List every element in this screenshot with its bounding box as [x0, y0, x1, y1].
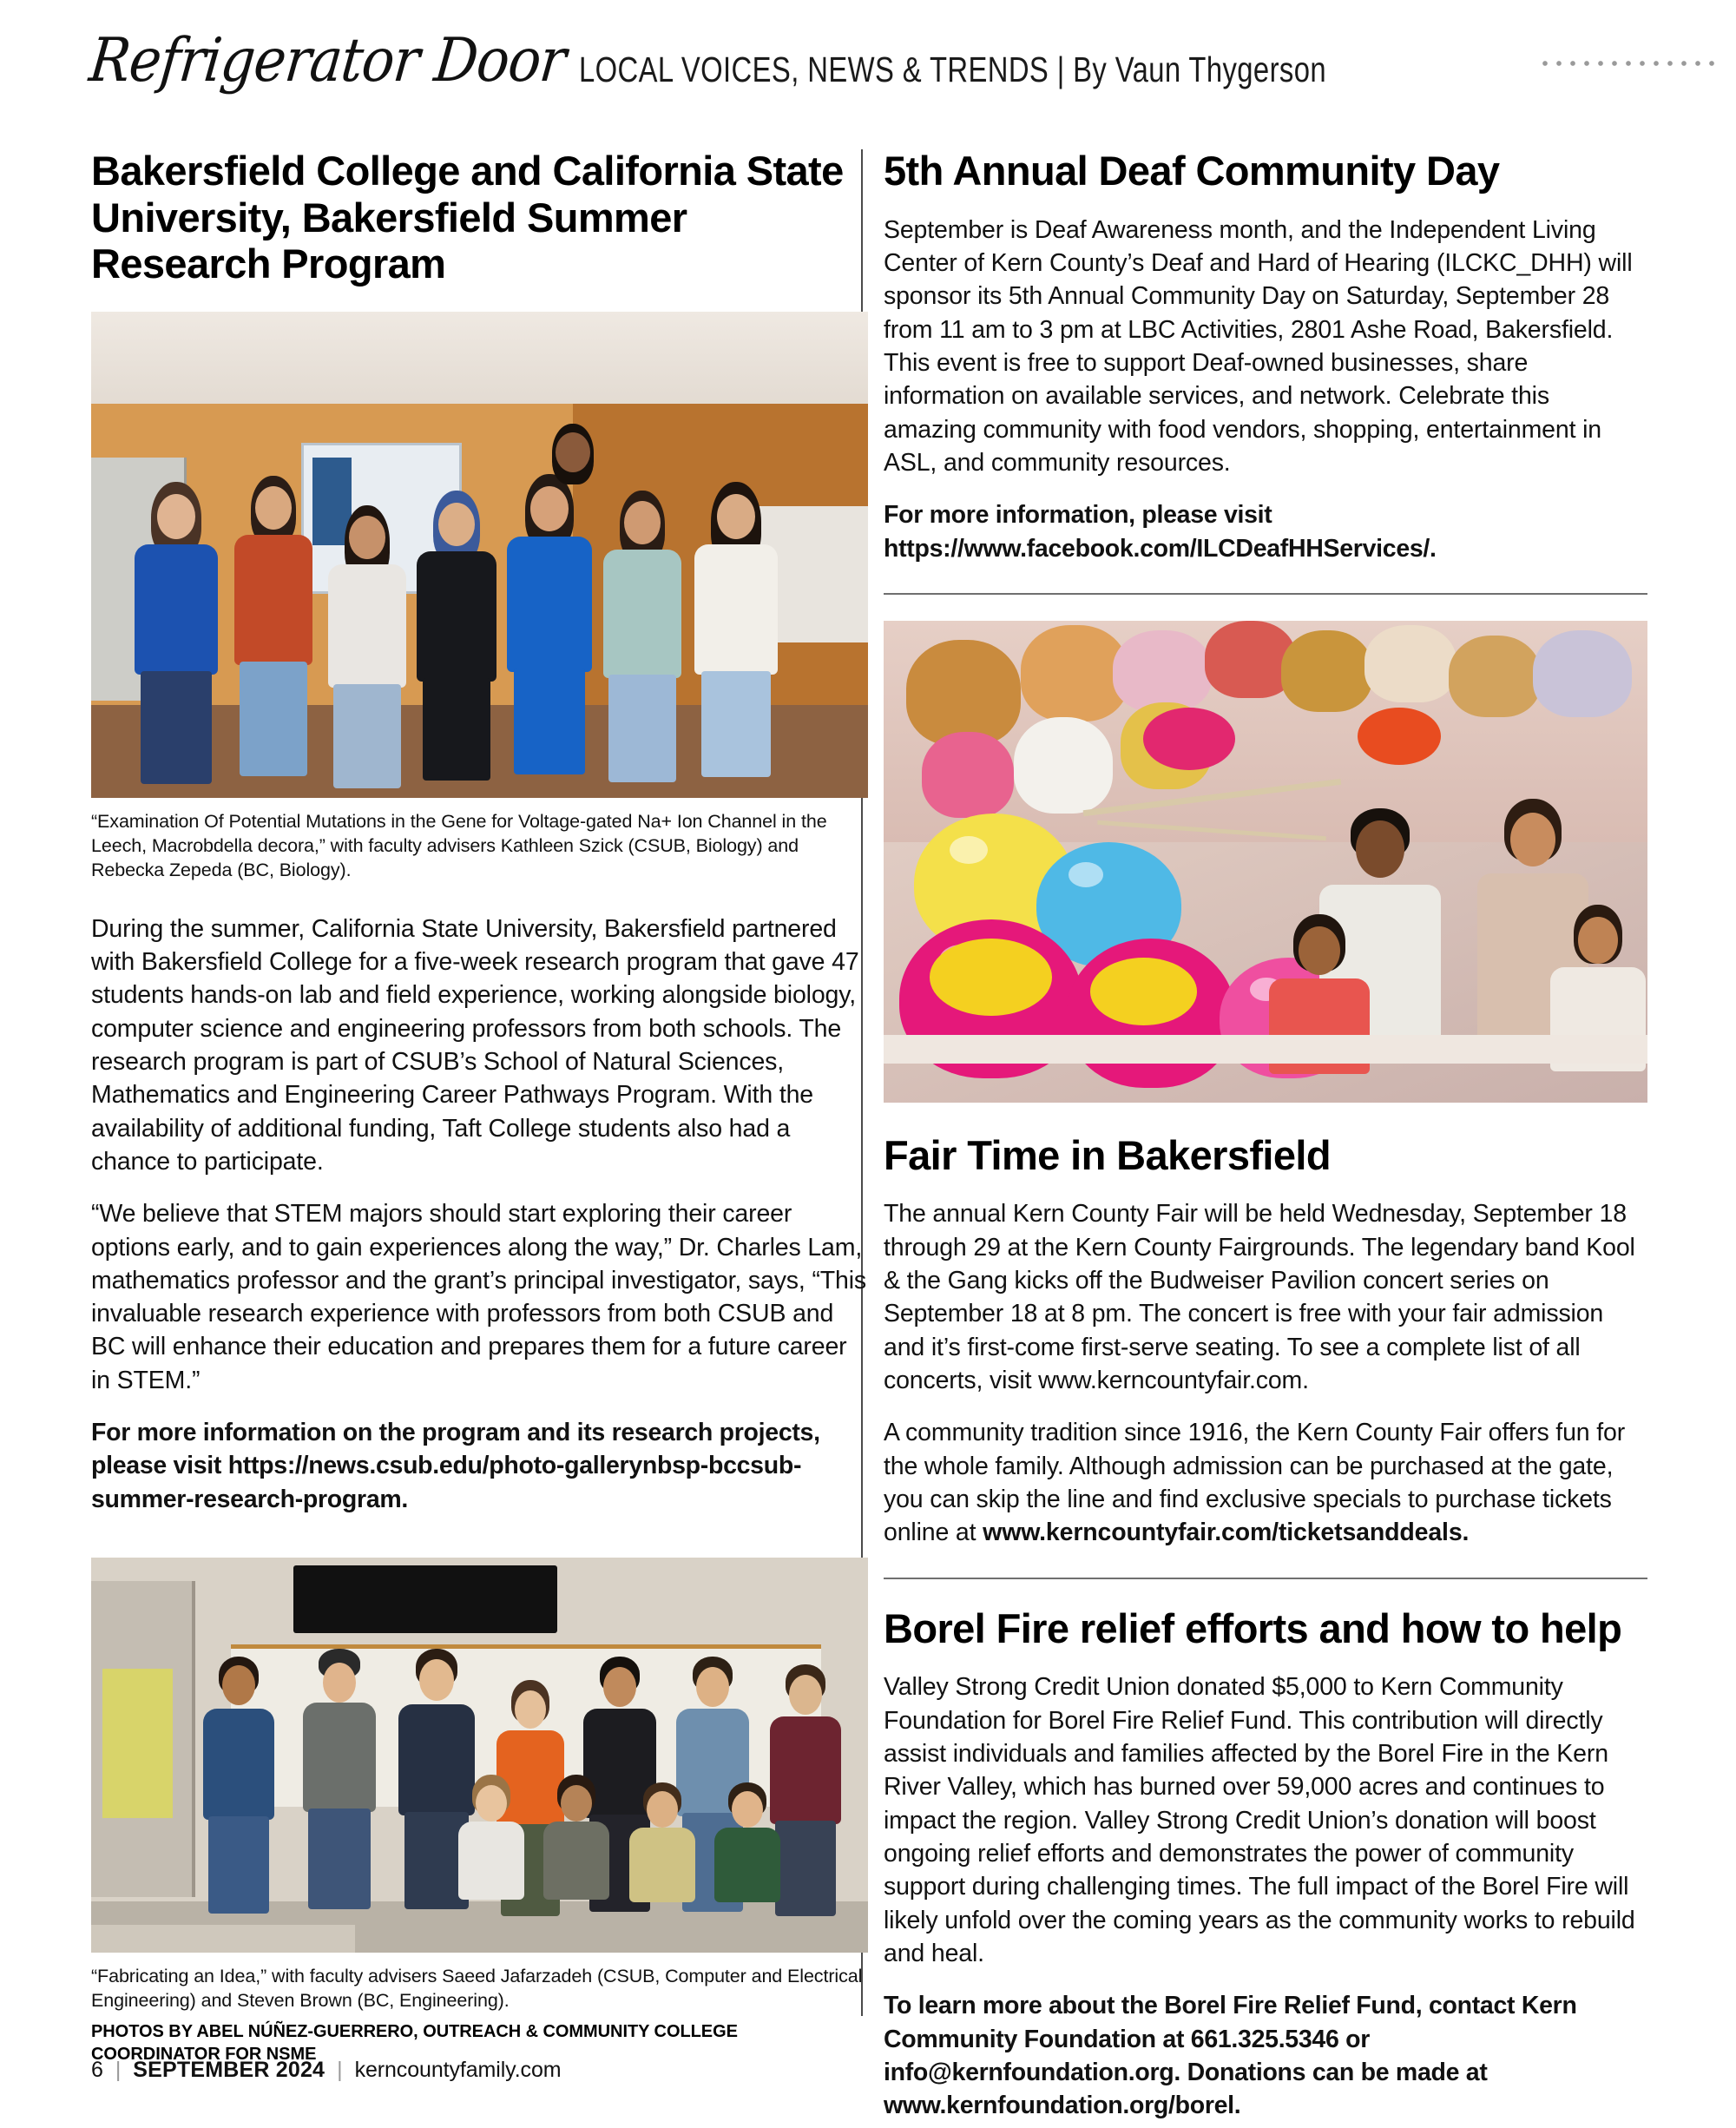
footer-page-number: 6	[91, 2058, 103, 2082]
fair-tickets-url[interactable]: www.kerncountyfair.com/ticketsanddeals.	[983, 1519, 1470, 1547]
masthead-kicker: LOCAL VOICES, NEWS & TRENDS | By Vaun Thygerson	[579, 49, 1327, 89]
deaf-community-day-headline: 5th Annual Deaf Community Day	[884, 148, 1500, 194]
borel-fire-headline: Borel Fire relief efforts and how to help	[884, 1604, 1622, 1651]
footer-website[interactable]: kerncountyfamily.com	[354, 2058, 562, 2082]
left-article-headline: Bakersfield College and California State University, Bakersfield Summer Research Program	[91, 148, 844, 287]
right-column	[884, 148, 1647, 2123]
photo-credit: PHOTOS BY ABEL NÚÑEZ-GUERRERO, OUTREACH & COMMUNITY COLLEGE COORDINATOR FOR NSME	[91, 2022, 738, 2064]
borel-fire-contact[interactable]: To learn more about the Borel Fire Relief Fund, contact Kern Community Foundation at 661.325.5346 or info@kernfoundation.org. Donations can be made at www.kernfoundation.org/borel.	[884, 1992, 1577, 2120]
photo-kern-county-fair	[884, 621, 1647, 1103]
masthead	[86, 23, 1719, 104]
photo-research-students	[91, 312, 868, 798]
photo-caption-students: “Examination Of Potential Mutations in the Gene for Voltage-gated Na+ Ion Channel in the Leech, Macrobdella decora,” with faculty advisers Kathleen Szick (CSUB, Biology) and Rebecka Zepeda (BC, Biology).	[91, 810, 827, 880]
section-divider-rule-2	[884, 1578, 1647, 1579]
borel-fire-paragraph: Valley Strong Credit Union donated $5,000 to Kern Community Foundation for Borel Fire Relief Fund. This contribution will directly assist individuals and families affected by the Borel Fire in the Kern River Valley, which has burned over 59,000 acres and continues to impact the region. Valley Strong Credit Union’s donation will boost ongoing relief efforts and demonstrates the power of community support during challenging times. The full impact of the Borel Fire will likely unfold over the coming years as the community works to rebuild and heal.	[884, 1673, 1635, 1967]
footer-issue-date: SEPTEMBER 2024	[133, 2058, 326, 2082]
left-column	[91, 148, 868, 2065]
footer-separator-2: |	[337, 2058, 343, 2082]
left-body-paragraph-2: “We believe that STEM majors should start exploring their career options early, and to gain experiences along the way,” Dr. Charles Lam, mathematics professor and the grant’s principal investigator, says, “This invaluable research experience with professors from both CSUB and BC will enhance their education and prepares them for a future career in STEM.”	[91, 1200, 867, 1394]
fair-time-paragraph-2	[884, 1416, 1647, 1549]
photo-fabricating-an-idea	[91, 1558, 868, 1953]
footer-separator-1: |	[115, 2058, 122, 2082]
section-divider-rule-1	[884, 593, 1647, 595]
deaf-community-day-link[interactable]: For more information, please visit https://www.facebook.com/ILCDeafHHServices/.	[884, 501, 1437, 563]
page-footer	[91, 2058, 561, 2083]
left-body-bold-link-paragraph[interactable]: For more information on the program and its research projects, please visit https://news.csub.edu/photo-gallerynbsp-bccsub-summer-research-program.	[91, 1419, 820, 1513]
fair-time-headline: Fair Time in Bakersfield	[884, 1131, 1331, 1178]
fair-time-paragraph-2-plain: A community tradition since 1916, the Kern County Fair offers fun for the whole family. Although admission can be purchased at the gate, you can skip the line and find exclusive specials to purchase tickets online at	[884, 1419, 1626, 1547]
photo-caption-fabricating: “Fabricating an Idea,” with faculty advisers Saeed Jafarzadeh (CSUB, Computer and Electrical Engineering) and Steven Brown (BC, Engineering).	[91, 1966, 863, 2012]
masthead-script-title: Refrigerator Door	[86, 23, 569, 96]
fair-time-paragraph-1: The annual Kern County Fair will be held Wednesday, September 18 through 29 at the Kern County Fairgrounds. The legendary band Kool & the Gang kicks off the Budweiser Pavilion concert series on September 18 at 8 pm. The concert is free with your fair admission and it’s first-come first-serve seating. To see a complete list of all concerts, visit www.kerncountyfair.com.	[884, 1200, 1635, 1395]
left-body-paragraph-1: During the summer, California State University, Bakersfield partnered with Bakersfield College for a five-week research program that gave 47 students hands-on lab and field experience, working alongside biology, computer science and engineering professors from both schools. The research program is part of CSUB’s School of Natural Sciences, Mathematics and Engineering Career Pathways Program. With the availability of additional funding, Taft College students also had a chance to participate.	[91, 914, 859, 1176]
dotted-rule	[1538, 58, 1719, 69]
deaf-community-day-paragraph: September is Deaf Awareness month, and the Independent Living Center of Kern County’s Deaf and Hard of Hearing (ILCKC_DHH) will sponsor its 5th Annual Community Day on Saturday, September 28 from 11 am to 3 pm at LBC Activities, 2801 Ashe Road, Bakersfield. This event is free to support Deaf-owned businesses, share information on available services, and network. Celebrate this amazing community with food vendors, shopping, entertainment in ASL, and community resources.	[884, 215, 1633, 477]
